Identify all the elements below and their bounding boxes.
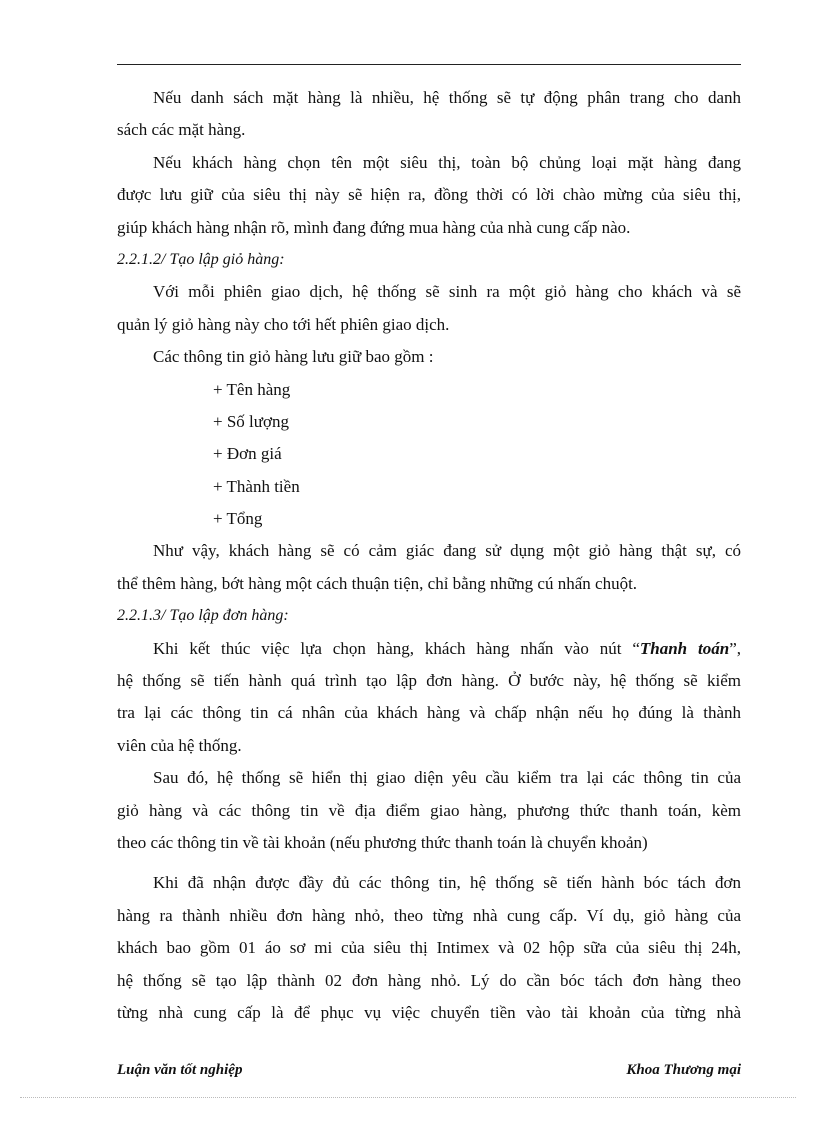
- paragraph-line: viên của hệ thống.: [117, 735, 242, 755]
- paragraph-line: theo các thông tin về tài khoản (nếu phương thức thanh toán là chuyển khoản): [117, 832, 648, 852]
- list-item: + Thành tiền: [213, 476, 300, 496]
- paragraph-line: thể thêm hàng, bớt hàng một cách thuận tiện, chỉ bằng những cú nhấn chuột.: [117, 573, 638, 593]
- list-item: + Đơn giá: [213, 444, 282, 464]
- paragraph-line: khách bao gồm 01 áo sơ mi của siêu thị Intimex và 02 hộp sữa của siêu thị 24h,: [117, 938, 741, 958]
- document-body: [117, 82, 741, 1029]
- paragraph-line: Các thông tin giỏ hàng lưu giữ bao gồm :: [153, 347, 434, 367]
- list-item: + Tên hàng: [213, 379, 291, 399]
- paragraph-line: Với mỗi phiên giao dịch, hệ thống sẽ sinh ra một giỏ hàng cho khách và sẽ: [153, 282, 741, 302]
- paragraph-line: [117, 633, 741, 665]
- paragraph-line: hàng ra thành nhiều đơn hàng nhỏ, theo từng nhà cung cấp. Ví dụ, giỏ hàng của: [117, 905, 741, 925]
- paragraph-line: hệ thống sẽ tạo lập thành 02 đơn hàng nhỏ. Lý do cần bóc tách đơn hàng theo: [117, 970, 741, 990]
- payment-button-reference: Thanh toán: [639, 638, 730, 658]
- page-bottom-border: [20, 1097, 796, 1098]
- paragraph-line: sách các mặt hàng.: [117, 120, 246, 140]
- paragraph-line: Nếu danh sách mặt hàng là nhiều, hệ thống sẽ tự động phân trang cho danh: [153, 88, 741, 107]
- paragraph-line: Nếu khách hàng chọn tên một siêu thị, toàn bộ chủng loại mặt hàng đang: [153, 152, 741, 172]
- section-heading: 2.2.1.3/ Tạo lập đơn hàng:: [117, 607, 289, 625]
- footer-thesis-label: Luận văn tốt nghiệp: [117, 1062, 243, 1078]
- paragraph-line: giỏ hàng và các thông tin về địa điểm giao hàng, phương thức thanh toán, kèm: [117, 800, 741, 820]
- list-item: + Tổng: [213, 509, 263, 529]
- footer-faculty-label: Khoa Thương mại: [626, 1062, 741, 1078]
- list-item: + Số lượng: [213, 411, 289, 431]
- section-heading: 2.2.1.2/ Tạo lập giỏ hàng:: [117, 250, 285, 268]
- paragraph-line: Như vậy, khách hàng sẽ có cảm giác đang sử dụng một giỏ hàng thật sự, có: [153, 541, 741, 561]
- page-footer: [117, 1062, 741, 1086]
- header-rule: [117, 64, 741, 65]
- payment-line-before: Khi kết thúc việc lựa chọn hàng, khách hàng nhấn vào nút “: [153, 638, 640, 658]
- paragraph-line: được lưu giữ của siêu thị này sẽ hiện ra, đồng thời có lời chào mừng của siêu thị,: [117, 185, 741, 205]
- paragraph-line: Sau đó, hệ thống sẽ hiển thị giao diện yêu cầu kiểm tra lại các thông tin của: [153, 768, 741, 788]
- paragraph-line: tra lại các thông tin cá nhân của khách hàng và chấp nhận nếu họ đúng là thành: [117, 703, 741, 723]
- paragraph-line: giúp khách hàng nhận rõ, mình đang đứng mua hàng của nhà cung cấp nào.: [117, 217, 631, 237]
- paragraph-line: từng nhà cung cấp là để phục vụ việc chuyển tiền vào tài khoản của từng nhà: [117, 1002, 741, 1022]
- paragraph-line: quản lý giỏ hàng này cho tới hết phiên giao dịch.: [117, 314, 450, 334]
- paragraph-line: hệ thống sẽ tiến hành quá trình tạo lập đơn hàng. Ở bước này, hệ thống sẽ kiểm: [117, 671, 741, 691]
- paragraph-line: Khi đã nhận được đầy đủ các thông tin, hệ thống sẽ tiến hành bóc tách đơn: [153, 873, 741, 893]
- payment-line-after: ”,: [729, 638, 741, 658]
